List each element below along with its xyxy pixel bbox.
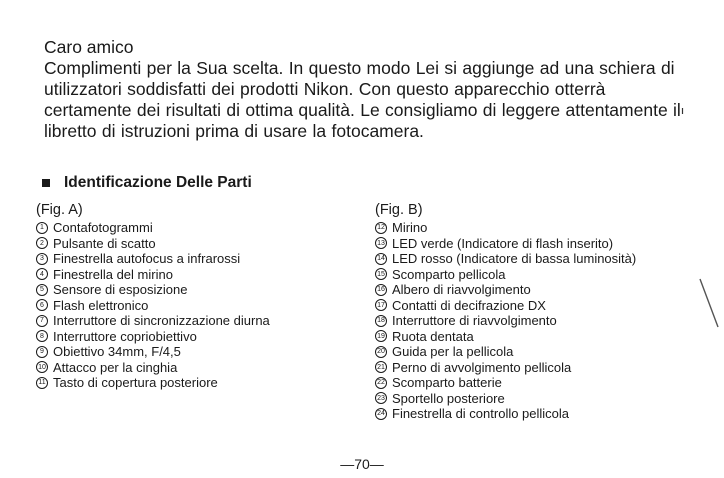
- circled-number: 12: [375, 222, 387, 234]
- circled-number: 11: [36, 377, 48, 389]
- stray-tick-icon: [681, 108, 684, 114]
- part-item: [36, 313, 356, 329]
- part-item: [36, 344, 356, 360]
- part-item: [375, 360, 705, 376]
- part-label: Albero di riavvolgimento: [392, 282, 531, 298]
- part-item: [36, 298, 356, 314]
- part-item: [36, 251, 356, 267]
- part-label: Flash elettronico: [53, 297, 149, 313]
- part-label: Sportello posteriore: [392, 390, 505, 406]
- part-item: [36, 375, 356, 391]
- circled-number: 3: [36, 253, 48, 265]
- circled-number: 17: [375, 299, 387, 311]
- part-item: [36, 360, 356, 376]
- circled-number: 13: [375, 237, 387, 249]
- circled-number: 5: [36, 284, 48, 296]
- circled-number: 16: [375, 284, 387, 296]
- greeting: Caro amico: [44, 37, 134, 57]
- part-label: Finestrella di controllo pellicola: [392, 406, 570, 422]
- circled-number: 7: [36, 315, 48, 327]
- part-label: Interruttore di riavvolgimento: [392, 313, 557, 329]
- circled-number: 20: [375, 346, 387, 358]
- part-label: LED rosso (Indicatore di bassa luminosità): [392, 251, 637, 267]
- intro-paragraph: Complimenti per la Sua scelta. In questo modo Lei si aggiunge ad una schiera di utilizzatori soddisfatti dei prodotti Nikon. Con questo apparecchio otterrà certamente dei risultati di ottima qualità. Le consigliamo di leggere attentamente il libretto di istruzioni prima di usare la fotocamera.: [44, 58, 681, 141]
- fig-b-column: [375, 201, 705, 422]
- part-label: Finestrella del mirino: [53, 266, 173, 282]
- part-item: [375, 267, 705, 283]
- part-label: Contafotogrammi: [53, 220, 153, 236]
- section-heading: [42, 174, 252, 192]
- circled-number: 8: [36, 330, 48, 342]
- part-item: [375, 236, 705, 252]
- part-item: [36, 267, 356, 283]
- fig-a-label: (Fig. A): [36, 202, 83, 218]
- circled-number: 1: [36, 222, 48, 234]
- circled-number: 4: [36, 268, 48, 280]
- circled-number: 10: [36, 361, 48, 373]
- part-item: [375, 313, 705, 329]
- part-item: [375, 251, 705, 267]
- part-item: [36, 329, 356, 345]
- circled-number: 18: [375, 315, 387, 327]
- fig-a-column: [36, 201, 356, 391]
- circled-number: 19: [375, 330, 387, 342]
- part-label: Scomparto pellicola: [392, 266, 506, 282]
- part-label: Tasto di copertura posteriore: [53, 375, 218, 391]
- section-title: Identificazione Delle Parti: [64, 174, 252, 191]
- part-item: [375, 406, 705, 422]
- circled-number: 9: [36, 346, 48, 358]
- page-number: —70—: [340, 456, 384, 472]
- part-label: Ruota dentata: [392, 328, 474, 344]
- part-label: Attacco per la cinghia: [53, 359, 178, 375]
- circled-number: 23: [375, 392, 387, 404]
- fig-b-label: (Fig. B): [375, 202, 423, 218]
- part-label: Pulsante di scatto: [53, 235, 156, 251]
- part-item: [36, 282, 356, 298]
- fig-a-parts-list: [36, 220, 356, 391]
- part-label: Mirino: [392, 220, 428, 236]
- scan-mark-icon: [694, 275, 724, 335]
- part-item: [375, 220, 705, 236]
- part-label: Scomparto batterie: [392, 375, 502, 391]
- part-label: Guida per la pellicola: [392, 344, 514, 360]
- part-item: [36, 236, 356, 252]
- part-item: [375, 282, 705, 298]
- part-label: LED verde (Indicatore di flash inserito): [392, 235, 614, 251]
- circled-number: 6: [36, 299, 48, 311]
- part-label: Interruttore copriobiettivo: [53, 328, 197, 344]
- circled-number: 15: [375, 268, 387, 280]
- circled-number: 2: [36, 237, 48, 249]
- part-item: [375, 298, 705, 314]
- part-label: Finestrella autofocus a infrarossi: [53, 251, 241, 267]
- circled-number: 24: [375, 408, 387, 420]
- part-label: Sensore di esposizione: [53, 282, 188, 298]
- part-item: [375, 344, 705, 360]
- part-item: [375, 329, 705, 345]
- circled-number: 22: [375, 377, 387, 389]
- intro-block: [44, 36, 694, 142]
- part-label: Interruttore di sincronizzazione diurna: [53, 313, 270, 329]
- part-item: [375, 375, 705, 391]
- square-bullet-icon: [42, 179, 50, 187]
- part-label: Perno di avvolgimento pellicola: [392, 359, 572, 375]
- circled-number: 14: [375, 253, 387, 265]
- part-label: Obiettivo 34mm, F/4,5: [53, 344, 181, 360]
- fig-b-parts-list: [375, 220, 705, 422]
- part-item: [36, 220, 356, 236]
- part-item: [375, 391, 705, 407]
- circled-number: 21: [375, 361, 387, 373]
- part-label: Contatti di decifrazione DX: [392, 297, 546, 313]
